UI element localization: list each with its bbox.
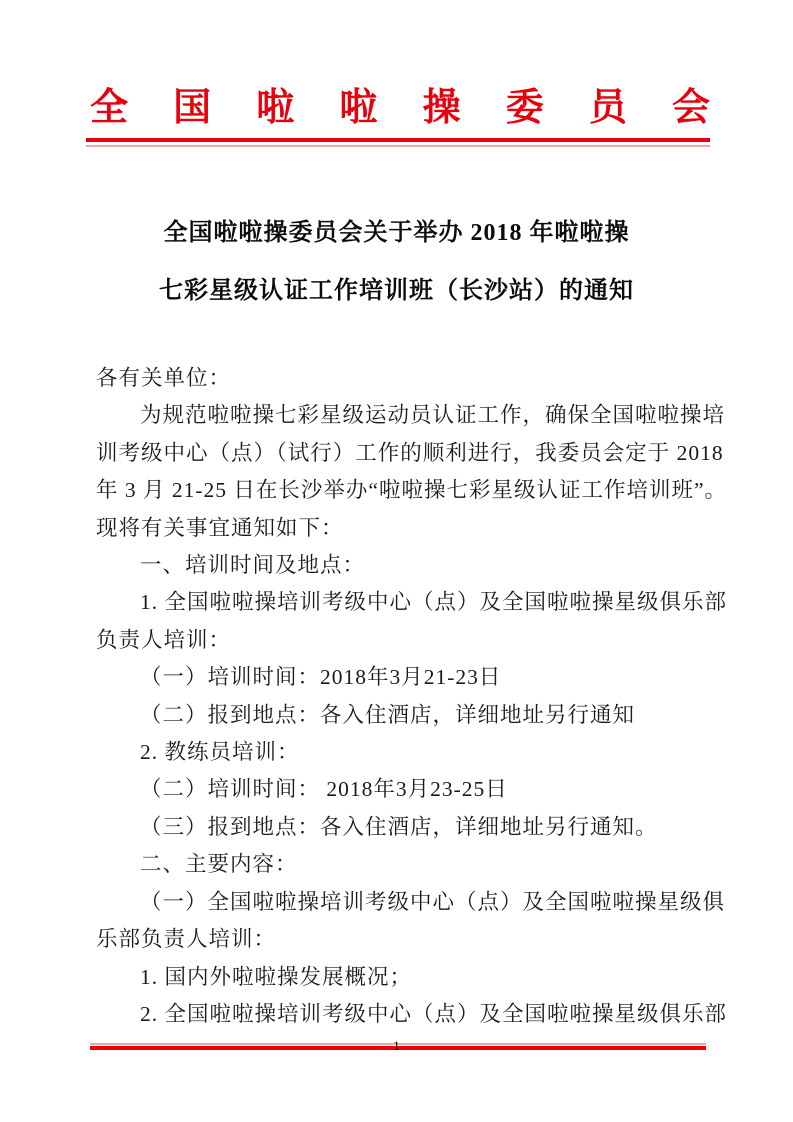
org-name-char: 国	[173, 87, 212, 129]
body-line: 年 3 月 21-25 日在长沙举办“啦啦操七彩星级认证工作培训班”。	[96, 478, 727, 503]
header-rule-thick	[86, 138, 710, 142]
header-rule-thin	[86, 145, 710, 147]
body-line: （二）培训时间： 2018年3月23-25日	[140, 777, 508, 802]
body-line: 二、主要内容：	[140, 852, 298, 877]
body-line: （一）全国啦啦操培训考级中心（点）及全国啦啦操星级俱	[140, 889, 726, 914]
org-name-char: 啦	[256, 87, 295, 129]
org-name-header	[90, 84, 710, 132]
org-name-char: 会	[671, 87, 710, 129]
org-name-char: 委	[505, 87, 544, 129]
body-line: 乐部负责人培训：	[96, 927, 277, 952]
body-line: （一）培训时间：2018年3月21-23日	[140, 665, 502, 690]
notice-body	[96, 360, 728, 1033]
body-line: 2. 教练员培训：	[140, 740, 300, 765]
body-line: 一、培训时间及地点：	[140, 553, 366, 578]
org-name-char: 全	[90, 87, 129, 129]
org-name-char: 员	[588, 87, 627, 129]
body-line: （三）报到地点：各入住酒店，详细地址另行通知。	[140, 814, 658, 839]
body-line: 现将有关事宜通知如下：	[96, 515, 344, 540]
body-line: 为规范啦啦操七彩星级运动员认证工作，确保全国啦啦操培	[140, 403, 726, 428]
org-name-char: 啦	[339, 87, 378, 129]
page-number: 1	[393, 1038, 400, 1053]
org-name-char: 操	[422, 87, 461, 129]
body-line: 2. 全国啦啦操培训考级中心（点）及全国啦啦操星级俱乐部	[140, 1001, 728, 1026]
body-line: （二）报到地点：各入住酒店，详细地址另行通知	[140, 702, 636, 727]
notice-title-line1: 全国啦啦操委员会关于举办 2018 年啦啦操	[163, 220, 630, 246]
notice-title-line2: 七彩星级认证工作培训班（长沙站）的通知	[159, 278, 634, 304]
body-line: 各有关单位：	[96, 366, 232, 390]
body-line: 负责人培训：	[96, 627, 232, 652]
body-line: 1. 全国啦啦操培训考级中心（点）及全国啦啦操星级俱乐部	[140, 590, 728, 615]
body-line: 1. 国内外啦啦操发展概况；	[140, 964, 413, 989]
body-line: 训考级中心（点）（试行）工作的顺利进行，我委员会定于 2018	[96, 440, 724, 465]
